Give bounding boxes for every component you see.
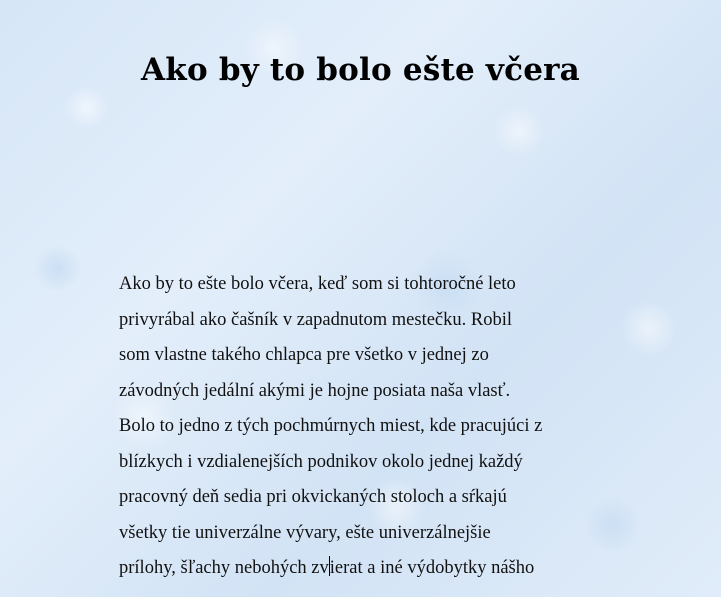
paragraph-line: som vlastne takého chlapca pre všetko v jednej zo xyxy=(119,345,489,365)
paragraph-line: pracovný deň sedia pri okvickaných stoloch a sŕkajú xyxy=(119,487,507,507)
paragraph-line: závodných jedální akými je hojne posiata naša vlasť. xyxy=(119,380,511,401)
paragraph-line: Bolo to jedno z tých pochmúrnych miest, kde pracujúci z xyxy=(119,416,543,436)
paragraph-line: všetky tie univerzálne vývary, ešte univerzálnejšie xyxy=(119,522,491,543)
document-title: Ako by to bolo ešte včera xyxy=(141,52,580,88)
paragraph-line: Ako by to ešte bolo včera, keď som si tohtoročné leto xyxy=(119,274,516,294)
paragraph-line: privyrábal ako čašník v zapadnutom mestečku. Robil xyxy=(119,309,513,330)
paragraph-line: blízkych i vzdialenejších podnikov okolo jednej každý xyxy=(119,451,523,472)
paragraph-line-last xyxy=(119,551,619,587)
document-paragraph[interactable] xyxy=(119,267,619,587)
text-before-caret: prílohy, šľachy nebohých zv xyxy=(119,558,329,578)
text-after-caret: ierat a iné výdobytky nášho xyxy=(329,558,535,578)
